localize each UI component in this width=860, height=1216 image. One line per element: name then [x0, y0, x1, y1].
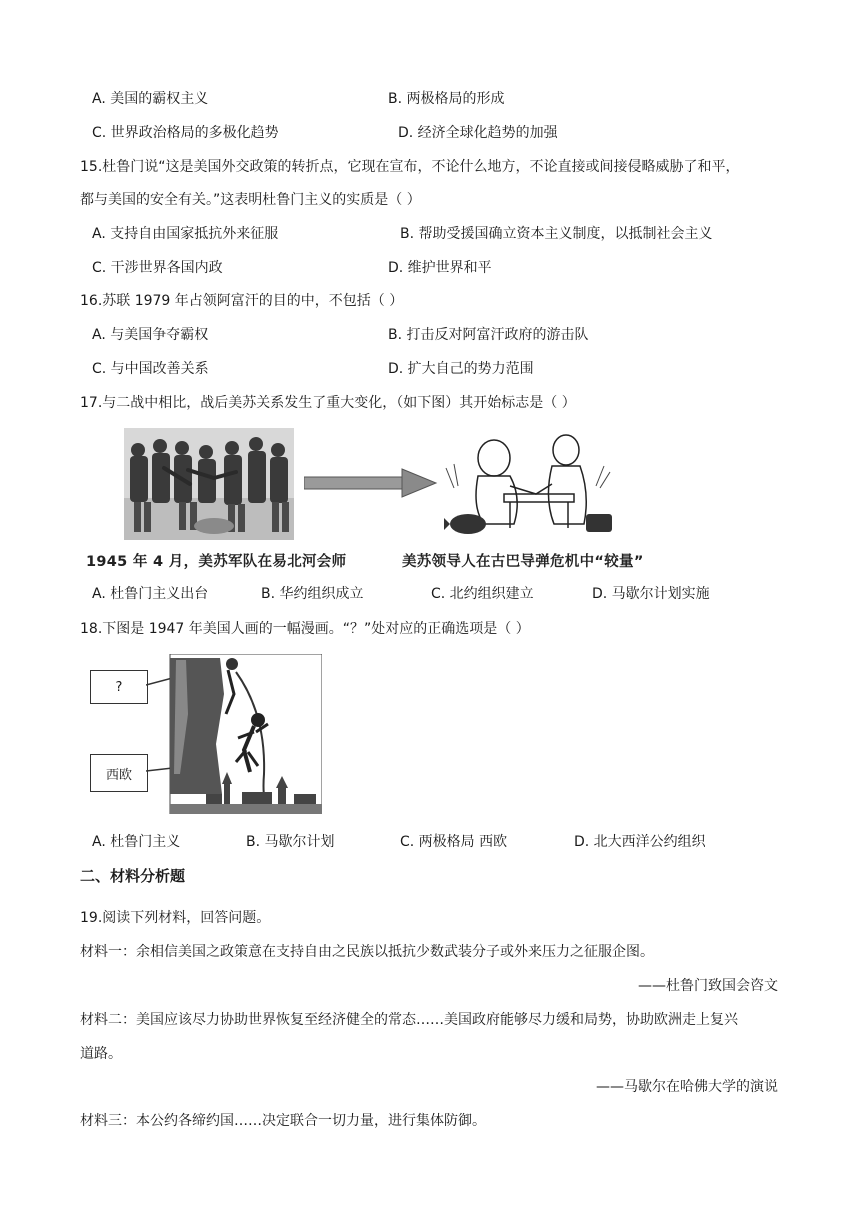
q18-option-b[interactable]: B. 马歇尔计划	[246, 834, 335, 850]
q14-option-b[interactable]: B. 两极格局的形成	[388, 91, 505, 107]
q17-option-b[interactable]: B. 华约组织成立	[261, 586, 364, 602]
q17-option-a[interactable]: A. 杜鲁门主义出台	[92, 586, 209, 602]
q16-option-d[interactable]: D. 扩大自己的势力范围	[388, 361, 534, 377]
material-2-line2: 道路。	[80, 1046, 122, 1062]
material-1: 材料一：余相信美国之政策意在支持自由之民族以抵抗少数武装分子或外来压力之征服企图。	[80, 944, 654, 960]
q15-stem-line1: 15.杜鲁门说“这是美国外交政策的转折点，它现在宣布，不论什么地方，不论直接或间接侵略威胁了和平，	[80, 159, 740, 175]
material-1-source: ——杜鲁门致国会咨文	[638, 978, 778, 994]
q16-option-a[interactable]: A. 与美国争夺霸权	[92, 327, 209, 343]
material-2-source: ——马歇尔在哈佛大学的演说	[596, 1079, 778, 1095]
elbe-meeting-photo	[124, 428, 294, 540]
q15-option-a[interactable]: A. 支持自由国家抵抗外来征服	[92, 226, 279, 242]
western-europe-box: 西欧	[90, 754, 148, 792]
cuba-caption: 美苏领导人在古巴导弹危机中“较量”	[402, 554, 644, 570]
q15-option-d[interactable]: D. 维护世界和平	[388, 260, 492, 276]
q14-option-d[interactable]: D. 经济全球化趋势的加强	[398, 125, 558, 141]
q18-option-a[interactable]: A. 杜鲁门主义	[92, 834, 181, 850]
arm-wrestling-cartoon	[444, 428, 614, 540]
q15-option-b[interactable]: B. 帮助受援国确立资本主义制度，以抵制社会主义	[400, 226, 713, 242]
material-2-line1: 材料二：美国应该尽力协助世界恢复至经济健全的常态……美国政府能够尽力缓和局势，协助欧洲走上复兴	[80, 1012, 738, 1028]
q16-option-b[interactable]: B. 打击反对阿富汗政府的游击队	[388, 327, 589, 343]
q15-option-c[interactable]: C. 干涉世界各国内政	[92, 260, 223, 276]
section-title: 二、材料分析题	[80, 867, 186, 885]
q17-stem: 17.与二战中相比，战后美苏关系发生了重大变化，（如下图）其开始标志是（ ）	[80, 395, 576, 411]
q16-stem: 16.苏联 1979 年占领阿富汗的目的中，不包括（ ）	[80, 293, 404, 309]
climbing-cartoon	[146, 654, 322, 814]
q14-option-c[interactable]: C. 世界政治格局的多极化趋势	[92, 125, 279, 141]
material-3: 材料三：本公约各缔约国……决定联合一切力量，进行集体防御。	[80, 1113, 486, 1129]
q14-option-a[interactable]: A. 美国的霸权主义	[92, 91, 209, 107]
q16-option-c[interactable]: C. 与中国改善关系	[92, 361, 209, 377]
arrow-right-icon	[304, 468, 438, 498]
q18-option-c[interactable]: C. 两极格局 西欧	[400, 834, 508, 850]
q18-option-d[interactable]: D. 北大西洋公约组织	[574, 834, 706, 850]
question-mark-box: ?	[90, 670, 148, 704]
q18-stem: 18.下图是 1947 年美国人画的一幅漫画。“？”处对应的正确选项是（ ）	[80, 621, 530, 637]
q19-stem: 19.阅读下列材料，回答问题。	[80, 910, 271, 926]
elbe-caption: 1945 年 4 月，美苏军队在易北河会师	[86, 554, 347, 570]
q15-stem-line2: 都与美国的安全有关。”这表明杜鲁门主义的实质是（ ）	[80, 192, 421, 208]
q17-option-d[interactable]: D. 马歇尔计划实施	[592, 586, 710, 602]
q17-option-c[interactable]: C. 北约组织建立	[431, 586, 534, 602]
